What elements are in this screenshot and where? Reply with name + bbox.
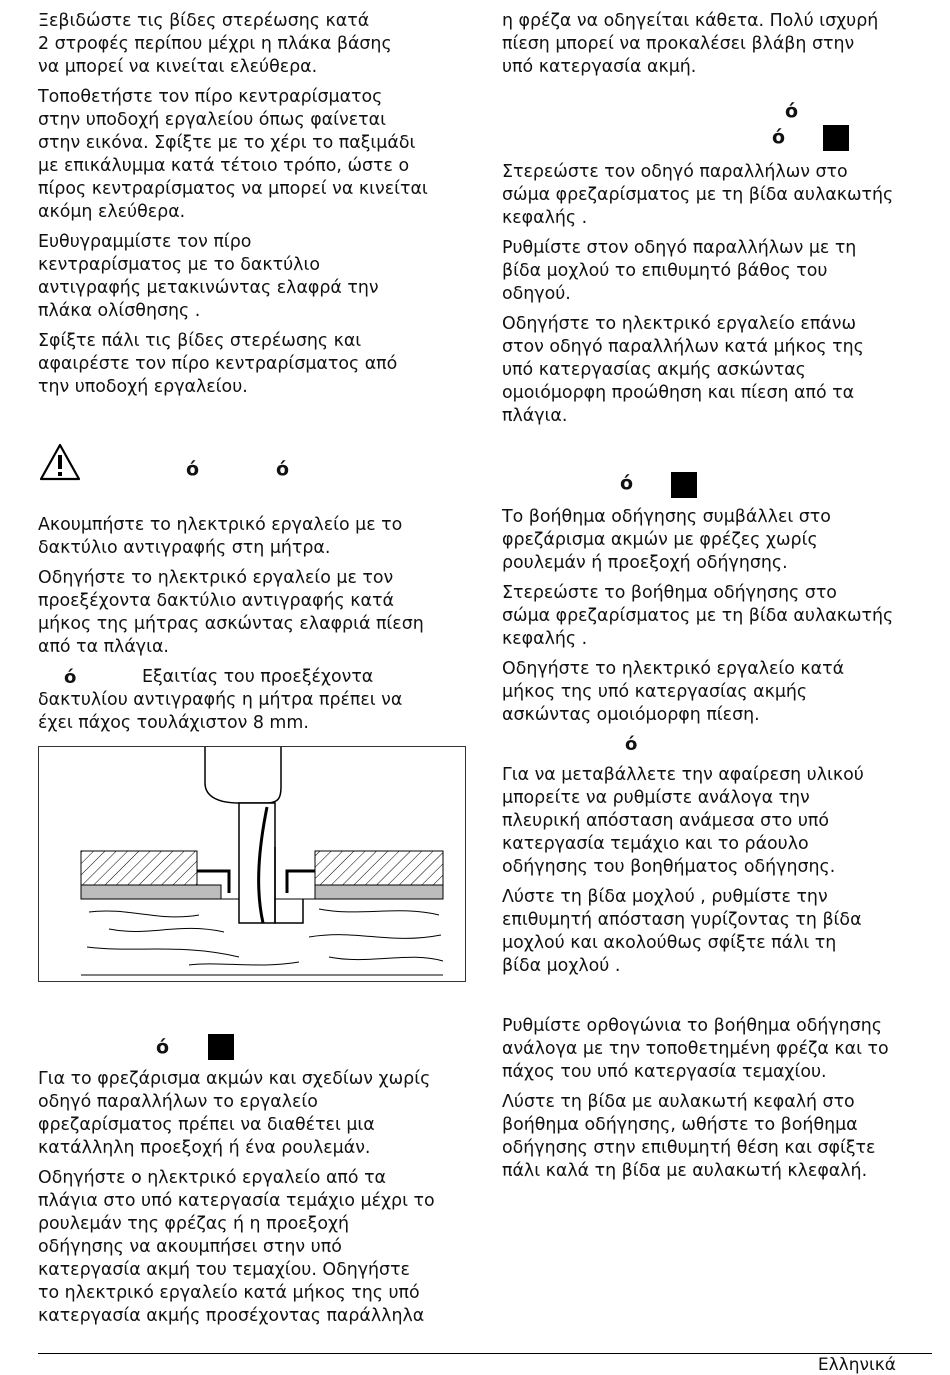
heading-glyph: ό [772, 126, 786, 148]
text-line: Στερεώστε το βοήθημα οδήγησης στο [502, 583, 837, 603]
para-material-removal [502, 764, 930, 879]
text-line: οδήγησης να ακουμπήσει στην υπό [38, 1237, 342, 1257]
text-line: βοήθημα οδήγησης, ωθήστε το βοήθημα [502, 1115, 858, 1135]
para-fix-guide-aid [502, 582, 930, 651]
text-line: πλάγια. [502, 406, 568, 426]
para-guide-sideways [38, 1167, 466, 1328]
right-column-4 [502, 764, 930, 985]
text-line: ρουλεμάν ή προεξοχή οδήγησης. [502, 553, 788, 573]
text-line: 2 στροφές περίπου μέχρι η πλάκα βάσης [38, 34, 392, 54]
text-line: φρεζαρίσματος πρέπει να διαθέτει μια [38, 1115, 375, 1135]
text-line: Στερεώστε τον οδηγό παραλλήλων στο [502, 162, 848, 182]
para-guide-aid-intro [502, 506, 930, 575]
para-slot-screw [502, 1091, 930, 1183]
text-line: ακόμη ελεύθερα. [38, 202, 186, 222]
text-line: να μπορεί να κινείται ελεύθερα. [38, 57, 318, 77]
text-line: οδηγό παραλλήλων το εργαλείο [38, 1092, 318, 1112]
heading-glyph: ό [186, 458, 200, 480]
text-line: Για να μεταβάλλετε την αφαίρεση υλικού [502, 765, 864, 785]
text-line: πλευρική απόσταση ανάμεσα στο υπό [502, 811, 829, 831]
text-line: υπό κατεργασίας ακμής ασκώντας [502, 360, 806, 380]
text-line: μήκος της υπό κατεργασίας ακμής [502, 682, 808, 702]
right-column-2 [502, 161, 930, 435]
text-line: Λύστε τη βίδα μοχλού , ρυθμίστε την [502, 887, 828, 907]
text-line: κεντραρίσματος με το δακτύλιο [38, 255, 320, 275]
text-line: κατεργασία τεμάχιο και το ράουλο [502, 834, 809, 854]
text-line: στην εικόνα. Σφίξτε με το χέρι το παξιμάδι [38, 133, 416, 153]
text-line: κατεργασία ακμή του τεμαχίου. Οδηγήστε [38, 1260, 410, 1280]
para-fix-parallel-guide [502, 161, 930, 230]
text-line: Το βοήθημα οδήγησης συμβάλλει στο [502, 507, 831, 527]
text-line: ρουλεμάν της φρέζας ή η προεξοχή [38, 1214, 350, 1234]
heading-glyph: ό [620, 472, 634, 494]
text-line: η φρέζα να οδηγείται κάθετα. Πολύ ισχυρή [502, 11, 879, 31]
text-line: πλάκα ολίσθησης . [38, 301, 201, 321]
text-line: Για το φρεζάρισμα ακμών και σχεδίων χωρίς [38, 1069, 431, 1089]
para-template-thickness [38, 666, 466, 735]
para-vertical-guidance [502, 10, 930, 79]
heading-glyph: ό [785, 100, 799, 122]
text-line: στον οδηγό παραλλήλων κατά μήκος της [502, 337, 864, 357]
para-loosen-screws [38, 10, 466, 79]
text-line: υπό κατεργασία ακμή. [502, 57, 697, 77]
black-square-marker [823, 125, 849, 151]
text-line: το ηλεκτρικό εργαλείο κατά μήκος της υπό [38, 1283, 420, 1303]
text-line: πάλι καλά τη βίδα με αυλακωτή κλεφαλή. [502, 1161, 868, 1181]
text-line: πίρος κεντραρίσματος να μπορεί να κινείται [38, 179, 428, 199]
subheading-glyph: ό [625, 734, 638, 755]
text-line: μήκος της μήτρας ασκώντας ελαφριά πίεση [38, 614, 424, 634]
text-line: την υποδοχή εργαλείου. [38, 377, 248, 397]
text-line: προεξέχοντα δακτύλιο αντιγραφής κατά [38, 591, 394, 611]
right-column-3 [502, 506, 930, 734]
text-line: οδήγησης του βοηθήματος οδήγησης. [502, 857, 836, 877]
text-line: σώμα φρεζαρίσματος με τη βίδα αυλακωτής [502, 185, 894, 205]
text-line: Σφίξτε πάλι τις βίδες στερέωσης και [38, 331, 362, 351]
text-line: μοχλού και ακολούθως σφίξτε πάλι τη [502, 933, 837, 953]
text-line: Οδηγήστε το ηλεκτρικό εργαλείο κατά [502, 659, 845, 679]
text-line: μπορείτε να ρυθμίστε ανάλογα την [502, 788, 810, 808]
text-line: αφαιρέστε τον πίρο κεντραρίσματος από [38, 354, 398, 374]
text-line: ανάλογα με την τοποθετημένη φρέζα και το [502, 1039, 889, 1059]
text-line: κατεργασία ακμής προσέχοντας παράλληλα [38, 1306, 425, 1326]
text-line: Ρυθμίστε ορθογώνια το βοήθημα οδήγησης [502, 1016, 882, 1036]
para-insert-pin [38, 86, 466, 224]
text-line: δακτύλιο αντιγραφής στη μήτρα. [38, 538, 331, 558]
text-line: Ρυθμίστε στον οδηγό παραλλήλων με τη [502, 238, 857, 258]
left-column [38, 10, 466, 406]
black-square-marker [671, 472, 697, 498]
text-line: οδηγού. [502, 284, 571, 304]
para-tighten-screws [38, 330, 466, 399]
text-line: από τα πλάγια. [38, 637, 169, 657]
text-line: Εξαιτίας του προεξέχοντα [142, 667, 374, 687]
text-line: βίδα μοχλού το επιθυμητό βάθος του [502, 261, 828, 281]
text-line: Ξεβιδώστε τις βίδες στερέωσης κατά [38, 11, 370, 31]
text-line: ομοιόμορφη προώθηση και πίεση από τα [502, 383, 855, 403]
text-line: βίδα μοχλού . [502, 956, 621, 976]
text-line: κεφαλής . [502, 208, 588, 228]
text-line: Ευθυγραμμίστε τον πίρο [38, 232, 252, 252]
text-line: σώμα φρεζαρίσματος με τη βίδα αυλακωτής [502, 606, 894, 626]
note-glyph: ό [64, 667, 77, 688]
text-line: οδήγησης στην επιθυμητή θέση και σφίξτε [502, 1138, 876, 1158]
left-column-2 [38, 514, 466, 742]
para-guide-even-pressure [502, 658, 930, 727]
footer-language: Ελληνικά [817, 1355, 896, 1375]
text-line: Οδηγήστε το ηλεκτρικό εργαλείο με τον [38, 568, 394, 588]
para-loosen-lever-screw [502, 886, 930, 978]
right-column [502, 10, 930, 86]
text-line: με επικάλυμμα κατά τέτοιο τρόπο, ώστε ο [38, 156, 410, 176]
text-line: πίεση μπορεί να προκαλέσει βλάβη στην [502, 34, 855, 54]
para-set-guide-depth [502, 237, 930, 306]
para-set-perpendicular [502, 1015, 930, 1084]
para-guide-tool [38, 567, 466, 659]
text-line: φρεζάρισμα ακμών με φρέζες χωρίς [502, 530, 818, 550]
text-line: έχει πάχος τουλάχιστον 8 mm. [38, 713, 309, 733]
footer-divider [38, 1353, 932, 1354]
text-line: κατάλληλη προεξοχή ή ένα ρουλεμάν. [38, 1138, 371, 1158]
text-line: Ακουμπήστε το ηλεκτρικό εργαλείο με το [38, 515, 403, 535]
right-column-5 [502, 1015, 930, 1190]
left-column-3 [38, 1068, 466, 1335]
warning-triangle-icon [38, 442, 82, 482]
para-guide-along-edge [502, 313, 930, 428]
router-template-illustration [38, 746, 466, 982]
text-line: στην υποδοχή εργαλείου όπως φαίνεται [38, 110, 386, 130]
text-line: Λύστε τη βίδα με αυλακωτή κεφαλή στο [502, 1092, 855, 1112]
text-line: Οδηγήστε ο ηλεκτρικό εργαλείο από τα [38, 1168, 386, 1188]
para-place-tool [38, 514, 466, 560]
text-line: επιθυμητή απόσταση γυρίζοντας τη βίδα [502, 910, 862, 930]
heading-glyph: ό [276, 458, 290, 480]
para-align-pin [38, 231, 466, 323]
text-line: Τοποθετήστε τον πίρο κεντραρίσματος [38, 87, 383, 107]
text-line: πλάγια στο υπό κατεργασία τεμάχιο μέχρι το [38, 1191, 435, 1211]
para-edge-routing-bearing [38, 1068, 466, 1160]
text-line: Οδηγήστε το ηλεκτρικό εργαλείο επάνω [502, 314, 857, 334]
text-line: δακτυλίου αντιγραφής η μήτρα πρέπει να [38, 690, 403, 710]
text-line: κεφαλής . [502, 629, 588, 649]
text-line: πάχος του υπό κατεργασία τεμαχίου. [502, 1062, 827, 1082]
black-square-marker [208, 1034, 234, 1060]
text-line: αντιγραφής μετακινώντας ελαφρά την [38, 278, 379, 298]
text-line: ασκώντας ομοιόμορφη πίεση. [502, 705, 760, 725]
heading-glyph: ό [156, 1036, 170, 1058]
